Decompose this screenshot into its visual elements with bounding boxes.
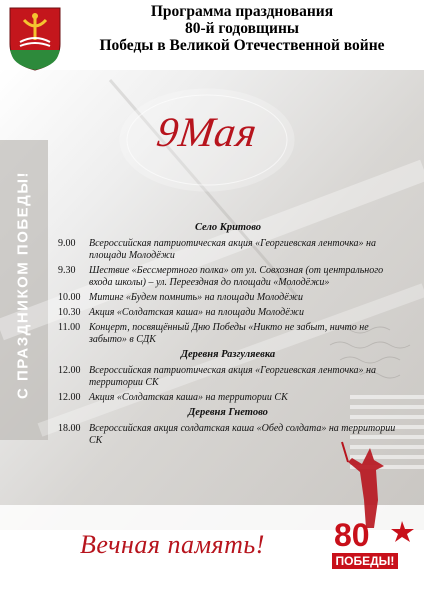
event-description: Митинг «Будем помнить» на площади Молодёжи xyxy=(89,292,303,303)
program-section xyxy=(58,349,398,404)
event-row xyxy=(58,392,398,404)
program-section xyxy=(58,222,398,346)
header-line-1: Программа празднования xyxy=(150,3,334,20)
event-description: Акция «Солдатская каша» на площади Молодёжи xyxy=(89,307,304,318)
eternal-memory-text: Вечная память! xyxy=(80,530,265,559)
section-title: Деревня Гнетово xyxy=(188,407,268,418)
star-icon xyxy=(391,521,414,542)
header-line-3: Победы в Великой Отечественной войне xyxy=(99,37,385,54)
coat-of-arms-icon xyxy=(6,4,64,72)
section-title: Село Критово xyxy=(194,222,262,233)
event-time: 18.00 xyxy=(58,423,81,434)
event-description: Акция «Солдатская каша» на территории СК xyxy=(89,392,288,403)
event-row xyxy=(58,238,398,262)
event-time: 9.30 xyxy=(58,265,76,276)
badge-label: ПОБЕДЫ! xyxy=(332,553,398,569)
event-description: Концерт, посвящённый Дню Победы «Никто не забыт, ничто не забыто» в СДК xyxy=(89,322,369,345)
event-time: 11.00 xyxy=(58,322,81,333)
section-title: Деревня Разгуляевка xyxy=(180,349,276,360)
vertical-greeting xyxy=(10,150,36,420)
event-row xyxy=(58,292,398,304)
event-description: Всероссийская акция солдатская каша «Обед солдата» на территории СК xyxy=(89,423,396,446)
event-row xyxy=(58,265,398,289)
may-9-title: 9Мая xyxy=(153,110,261,156)
event-row xyxy=(58,365,398,389)
event-row xyxy=(58,307,398,319)
event-row xyxy=(58,322,398,346)
event-time: 10.30 xyxy=(58,307,81,318)
vertical-greeting-text: С ПРАЗДНИКОМ ПОБЕДЫ! xyxy=(14,170,32,400)
program-header xyxy=(64,3,420,54)
event-time: 9.00 xyxy=(58,238,76,249)
badge-number: 80 xyxy=(334,517,370,553)
event-description: Всероссийская патриотическая акция «Георгиевская ленточка» на площади Молодёжи xyxy=(89,238,377,261)
event-description: Всероссийская патриотическая акция «Георгиевская ленточка» на территории СК xyxy=(89,365,377,388)
program-schedule xyxy=(58,222,398,450)
header-line-2: 80-й годовщины xyxy=(184,20,300,37)
event-time: 10.00 xyxy=(58,292,81,303)
event-time: 12.00 xyxy=(58,392,81,403)
event-description: Шествие «Бессмертного полка» от ул. Совхозная (от центрального входа школы) – ул. Переездная до площади «Молодёжи» xyxy=(89,265,384,288)
event-time: 12.00 xyxy=(58,365,81,376)
